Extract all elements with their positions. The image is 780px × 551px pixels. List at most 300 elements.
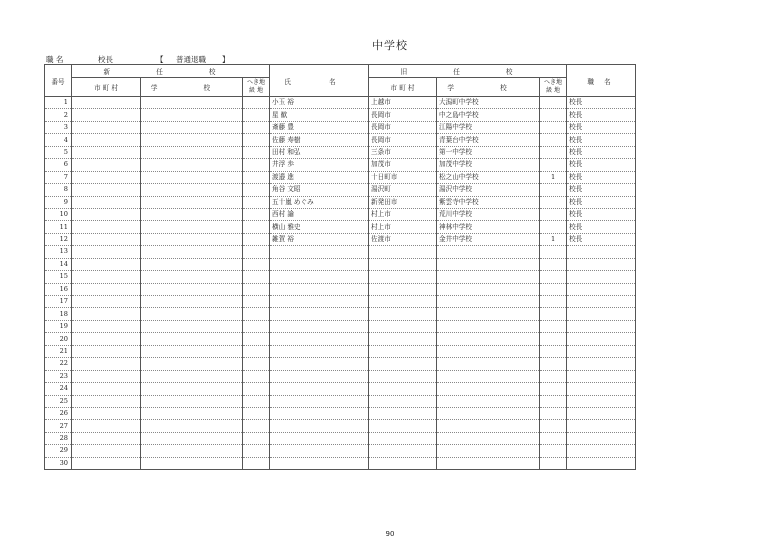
old-remote-cell <box>540 184 567 196</box>
new-city-cell <box>72 196 141 208</box>
old-school-cell: 大潟町中学校 <box>437 97 540 109</box>
new-city-cell <box>72 208 141 220</box>
old-remote-cell <box>540 271 567 283</box>
row-number: 9 <box>45 196 72 208</box>
row-number: 14 <box>45 258 72 270</box>
new-school-cell <box>141 445 243 457</box>
table-row <box>45 383 636 395</box>
new-city-cell <box>72 320 141 332</box>
old-school-cell <box>437 333 540 345</box>
new-city-cell <box>72 445 141 457</box>
old-remote-cell <box>540 457 567 469</box>
new-school-cell <box>141 233 243 245</box>
old-remote-cell <box>540 308 567 320</box>
new-school-cell <box>141 109 243 121</box>
old-school-cell <box>437 407 540 419</box>
new-school-cell <box>141 146 243 158</box>
new-school-cell <box>141 258 243 270</box>
old-remote-cell <box>540 296 567 308</box>
new-remote-cell <box>243 246 270 258</box>
old-school-cell <box>437 320 540 332</box>
new-city-cell <box>72 121 141 133</box>
new-remote-cell <box>243 345 270 357</box>
old-school-cell <box>437 296 540 308</box>
table-row <box>45 320 636 332</box>
table-body <box>45 97 636 470</box>
new-city-cell <box>72 283 141 295</box>
old-title-cell: 校長 <box>567 171 636 183</box>
table-row <box>45 221 636 233</box>
old-school-cell <box>437 445 540 457</box>
old-title-cell: 校長 <box>567 121 636 133</box>
old-city-cell: 三条市 <box>369 146 437 158</box>
new-remote-cell <box>243 395 270 407</box>
old-city-cell <box>369 258 437 270</box>
new-city-cell <box>72 271 141 283</box>
old-school-cell: 中之島中学校 <box>437 109 540 121</box>
old-city-cell <box>369 358 437 370</box>
old-school-cell: 紫雲寺中学校 <box>437 196 540 208</box>
old-school-cell <box>437 432 540 444</box>
old-school-cell: 金井中学校 <box>437 233 540 245</box>
new-city-cell <box>72 333 141 345</box>
old-city-cell <box>369 308 437 320</box>
retirement-type: 普通退職 <box>176 55 206 64</box>
new-remote-cell <box>243 271 270 283</box>
old-title-cell <box>567 258 636 270</box>
name-cell <box>270 395 369 407</box>
old-title-cell <box>567 432 636 444</box>
row-number: 12 <box>45 233 72 245</box>
name-cell <box>270 358 369 370</box>
old-school-cell <box>437 395 540 407</box>
old-school-cell: 神林中学校 <box>437 221 540 233</box>
table-row <box>45 196 636 208</box>
transfer-table <box>44 64 636 470</box>
old-school-cell: 加茂中学校 <box>437 159 540 171</box>
header-old-city: 市 町 村 <box>369 78 437 97</box>
new-city-cell <box>72 370 141 382</box>
name-cell: 渡邉 進 <box>270 171 369 183</box>
new-school-cell <box>141 283 243 295</box>
old-city-cell <box>369 283 437 295</box>
old-school-cell <box>437 258 540 270</box>
old-city-cell <box>369 320 437 332</box>
old-title-cell: 校長 <box>567 146 636 158</box>
old-school-cell: 松之山中学校 <box>437 171 540 183</box>
table-row <box>45 395 636 407</box>
new-school-cell <box>141 457 243 469</box>
name-cell <box>270 308 369 320</box>
old-city-cell: 長岡市 <box>369 109 437 121</box>
new-remote-cell <box>243 383 270 395</box>
new-school-cell <box>141 320 243 332</box>
old-remote-cell <box>540 134 567 146</box>
name-cell <box>270 432 369 444</box>
table-row <box>45 407 636 419</box>
name-cell <box>270 271 369 283</box>
old-school-cell <box>437 370 540 382</box>
new-remote-cell <box>243 370 270 382</box>
old-title-cell <box>567 246 636 258</box>
old-title-cell <box>567 333 636 345</box>
position-value: 校長 <box>98 55 113 64</box>
old-city-cell: 加茂市 <box>369 159 437 171</box>
old-city-cell <box>369 246 437 258</box>
new-remote-cell <box>243 233 270 245</box>
table-row <box>45 171 636 183</box>
old-city-cell <box>369 457 437 469</box>
old-city-cell: 長岡市 <box>369 121 437 133</box>
row-number: 23 <box>45 370 72 382</box>
old-remote-cell <box>540 445 567 457</box>
old-remote-cell <box>540 246 567 258</box>
name-cell: 田村 和弘 <box>270 146 369 158</box>
row-number: 2 <box>45 109 72 121</box>
page-title: 中学校 <box>372 39 408 52</box>
header-new-city: 市 町 村 <box>72 78 141 97</box>
old-remote-cell <box>540 345 567 357</box>
row-number: 21 <box>45 345 72 357</box>
table-row <box>45 258 636 270</box>
old-city-cell: 新発田市 <box>369 196 437 208</box>
row-number: 3 <box>45 121 72 133</box>
old-title-cell <box>567 296 636 308</box>
old-title-cell <box>567 395 636 407</box>
old-remote-cell <box>540 159 567 171</box>
table-row <box>45 283 636 295</box>
new-city-cell <box>72 432 141 444</box>
old-title-cell <box>567 420 636 432</box>
table-row <box>45 345 636 357</box>
new-remote-cell <box>243 121 270 133</box>
old-city-cell <box>369 420 437 432</box>
old-title-cell: 校長 <box>567 208 636 220</box>
new-school-cell <box>141 345 243 357</box>
name-cell <box>270 445 369 457</box>
table-row <box>45 432 636 444</box>
old-remote-cell: 1 <box>540 233 567 245</box>
new-city-cell <box>72 296 141 308</box>
row-number: 13 <box>45 246 72 258</box>
old-title-cell: 校長 <box>567 97 636 109</box>
row-number: 29 <box>45 445 72 457</box>
row-number: 25 <box>45 395 72 407</box>
table-row <box>45 370 636 382</box>
new-city-cell <box>72 420 141 432</box>
table-row <box>45 445 636 457</box>
name-cell: 横山 雅史 <box>270 221 369 233</box>
new-remote-cell <box>243 333 270 345</box>
table-row <box>45 333 636 345</box>
row-number: 17 <box>45 296 72 308</box>
row-number: 18 <box>45 308 72 320</box>
old-title-cell <box>567 358 636 370</box>
name-cell <box>270 296 369 308</box>
table-row <box>45 109 636 121</box>
old-school-cell <box>437 246 540 258</box>
name-cell: 佐藤 寿樹 <box>270 134 369 146</box>
table-row <box>45 308 636 320</box>
name-cell: 五十嵐 めぐみ <box>270 196 369 208</box>
new-school-cell <box>141 134 243 146</box>
new-school-cell <box>141 171 243 183</box>
old-title-cell: 校長 <box>567 134 636 146</box>
new-remote-cell <box>243 432 270 444</box>
name-cell: 星 歓 <box>270 109 369 121</box>
old-title-cell <box>567 445 636 457</box>
name-cell: 斎藤 豊 <box>270 121 369 133</box>
new-city-cell <box>72 159 141 171</box>
name-cell <box>270 320 369 332</box>
old-city-cell <box>369 383 437 395</box>
new-remote-cell <box>243 258 270 270</box>
table-row <box>45 134 636 146</box>
table-row <box>45 420 636 432</box>
old-school-cell <box>437 420 540 432</box>
header-old-remote: へき地 級 地 <box>540 78 567 97</box>
old-remote-cell <box>540 283 567 295</box>
old-title-cell: 校長 <box>567 109 636 121</box>
old-remote-cell <box>540 333 567 345</box>
old-remote-cell <box>540 146 567 158</box>
new-city-cell <box>72 171 141 183</box>
new-remote-cell <box>243 283 270 295</box>
old-remote-cell <box>540 383 567 395</box>
old-remote-cell <box>540 221 567 233</box>
table-row <box>45 159 636 171</box>
old-title-cell <box>567 370 636 382</box>
name-cell <box>270 333 369 345</box>
old-title-cell <box>567 457 636 469</box>
old-school-cell <box>437 308 540 320</box>
row-number: 5 <box>45 146 72 158</box>
old-city-cell <box>369 407 437 419</box>
row-number: 20 <box>45 333 72 345</box>
old-school-cell: 第一中学校 <box>437 146 540 158</box>
table-row <box>45 246 636 258</box>
bracket-open: 【 <box>156 55 164 64</box>
row-number: 26 <box>45 407 72 419</box>
table-row <box>45 97 636 109</box>
row-number: 16 <box>45 283 72 295</box>
old-city-cell: 上越市 <box>369 97 437 109</box>
new-school-cell <box>141 432 243 444</box>
header-title: 職 名 <box>567 65 636 97</box>
old-title-cell: 校長 <box>567 221 636 233</box>
old-title-cell <box>567 407 636 419</box>
new-city-cell <box>72 258 141 270</box>
old-city-cell: 十日町市 <box>369 171 437 183</box>
table-row <box>45 208 636 220</box>
new-school-cell <box>141 184 243 196</box>
header-old-school-group: 旧 任 校 <box>369 65 567 78</box>
old-remote-cell <box>540 320 567 332</box>
old-title-cell <box>567 283 636 295</box>
new-school-cell <box>141 271 243 283</box>
new-city-cell <box>72 146 141 158</box>
new-city-cell <box>72 457 141 469</box>
new-school-cell <box>141 296 243 308</box>
old-remote-cell <box>540 208 567 220</box>
old-school-cell: 荒川中学校 <box>437 208 540 220</box>
old-remote-cell <box>540 395 567 407</box>
new-remote-cell <box>243 97 270 109</box>
old-remote-cell <box>540 432 567 444</box>
old-school-cell <box>437 383 540 395</box>
new-remote-cell <box>243 296 270 308</box>
table-row <box>45 233 636 245</box>
new-school-cell <box>141 407 243 419</box>
old-school-cell <box>437 271 540 283</box>
new-school-cell <box>141 121 243 133</box>
old-city-cell: 村上市 <box>369 221 437 233</box>
name-cell: 雑賀 裕 <box>270 233 369 245</box>
new-remote-cell <box>243 134 270 146</box>
old-remote-cell <box>540 420 567 432</box>
new-city-cell <box>72 97 141 109</box>
old-school-cell <box>437 345 540 357</box>
old-remote-cell <box>540 121 567 133</box>
position-label: 職 名 <box>46 55 64 64</box>
new-school-cell <box>141 196 243 208</box>
old-city-cell <box>369 445 437 457</box>
new-school-cell <box>141 370 243 382</box>
name-cell <box>270 258 369 270</box>
row-number: 7 <box>45 171 72 183</box>
table-row <box>45 296 636 308</box>
name-cell <box>270 246 369 258</box>
new-city-cell <box>72 221 141 233</box>
new-remote-cell <box>243 358 270 370</box>
old-remote-cell: 1 <box>540 171 567 183</box>
new-school-cell <box>141 358 243 370</box>
old-remote-cell <box>540 196 567 208</box>
new-school-cell <box>141 383 243 395</box>
old-title-cell: 校長 <box>567 184 636 196</box>
name-cell <box>270 283 369 295</box>
row-number: 19 <box>45 320 72 332</box>
new-remote-cell <box>243 146 270 158</box>
old-school-cell: 江陽中学校 <box>437 121 540 133</box>
new-remote-cell <box>243 308 270 320</box>
row-number: 11 <box>45 221 72 233</box>
row-number: 30 <box>45 457 72 469</box>
row-number: 15 <box>45 271 72 283</box>
table-row <box>45 271 636 283</box>
old-title-cell <box>567 320 636 332</box>
old-title-cell: 校長 <box>567 196 636 208</box>
new-school-cell <box>141 221 243 233</box>
old-remote-cell <box>540 97 567 109</box>
new-school-cell <box>141 420 243 432</box>
old-school-cell: 湯沢中学校 <box>437 184 540 196</box>
table-row <box>45 146 636 158</box>
row-number: 6 <box>45 159 72 171</box>
old-remote-cell <box>540 370 567 382</box>
old-title-cell <box>567 345 636 357</box>
name-cell: 西村 諭 <box>270 208 369 220</box>
new-city-cell <box>72 407 141 419</box>
old-remote-cell <box>540 258 567 270</box>
header-new-school: 学 校 <box>141 78 243 97</box>
old-city-cell: 湯沢町 <box>369 184 437 196</box>
table-row <box>45 121 636 133</box>
row-number: 27 <box>45 420 72 432</box>
table-row <box>45 358 636 370</box>
new-city-cell <box>72 358 141 370</box>
old-city-cell <box>369 296 437 308</box>
new-city-cell <box>72 134 141 146</box>
old-city-cell <box>369 345 437 357</box>
old-school-cell: 青葉台中学校 <box>437 134 540 146</box>
new-remote-cell <box>243 184 270 196</box>
row-number: 10 <box>45 208 72 220</box>
name-cell <box>270 420 369 432</box>
old-city-cell <box>369 395 437 407</box>
header-new-school-group: 新 任 校 <box>72 65 270 78</box>
old-city-cell: 村上市 <box>369 208 437 220</box>
name-cell <box>270 383 369 395</box>
new-remote-cell <box>243 109 270 121</box>
header-number: 番号 <box>45 65 72 97</box>
header-new-remote: へき地 級 地 <box>243 78 270 97</box>
table-row <box>45 184 636 196</box>
new-city-cell <box>72 184 141 196</box>
old-city-cell <box>369 370 437 382</box>
table-row <box>45 457 636 469</box>
new-remote-cell <box>243 420 270 432</box>
old-title-cell <box>567 383 636 395</box>
old-school-cell <box>437 358 540 370</box>
new-school-cell <box>141 395 243 407</box>
new-city-cell <box>72 395 141 407</box>
old-school-cell <box>437 457 540 469</box>
name-cell: 井浮 歩 <box>270 159 369 171</box>
page-number: 90 <box>385 530 395 538</box>
new-remote-cell <box>243 159 270 171</box>
new-school-cell <box>141 246 243 258</box>
new-remote-cell <box>243 320 270 332</box>
old-title-cell: 校長 <box>567 159 636 171</box>
bracket-close: 】 <box>222 55 230 64</box>
name-cell: 小玉 裕 <box>270 97 369 109</box>
new-school-cell <box>141 97 243 109</box>
name-cell <box>270 407 369 419</box>
new-school-cell <box>141 159 243 171</box>
old-remote-cell <box>540 407 567 419</box>
new-city-cell <box>72 383 141 395</box>
new-remote-cell <box>243 208 270 220</box>
new-remote-cell <box>243 457 270 469</box>
row-number: 22 <box>45 358 72 370</box>
row-number: 4 <box>45 134 72 146</box>
new-city-cell <box>72 308 141 320</box>
row-number: 8 <box>45 184 72 196</box>
new-school-cell <box>141 308 243 320</box>
new-city-cell <box>72 233 141 245</box>
old-remote-cell <box>540 109 567 121</box>
new-school-cell <box>141 208 243 220</box>
name-cell <box>270 345 369 357</box>
old-city-cell: 佐渡市 <box>369 233 437 245</box>
row-number: 1 <box>45 97 72 109</box>
old-city-cell <box>369 271 437 283</box>
old-remote-cell <box>540 358 567 370</box>
new-remote-cell <box>243 221 270 233</box>
old-title-cell <box>567 308 636 320</box>
old-title-cell <box>567 271 636 283</box>
